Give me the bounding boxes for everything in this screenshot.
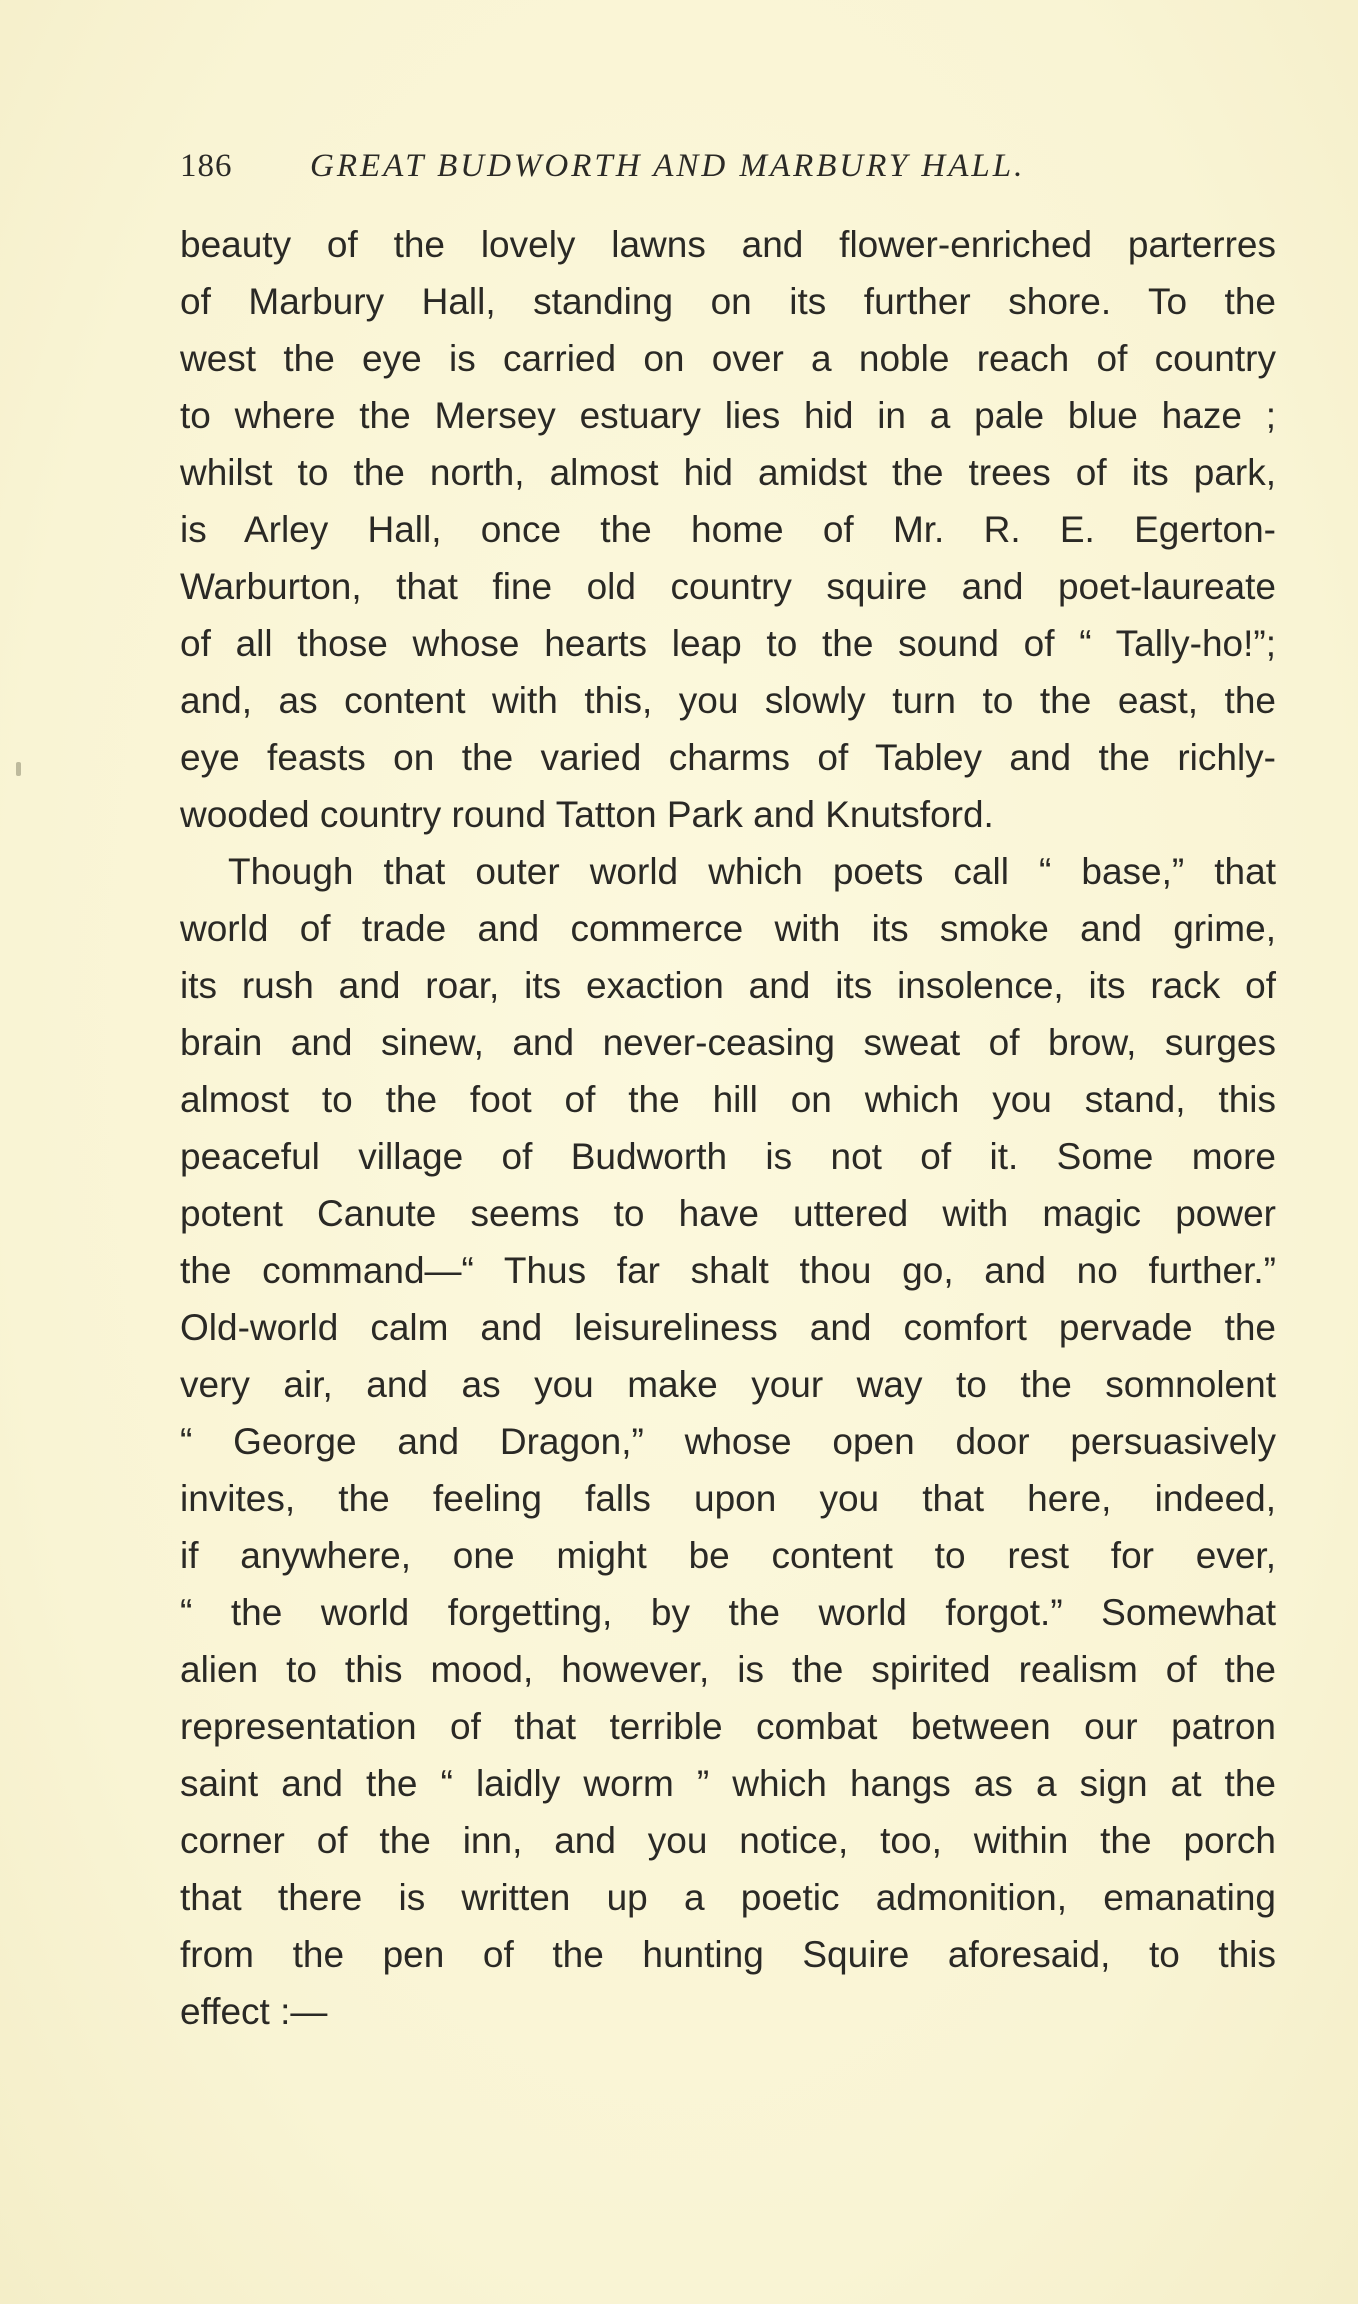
running-head xyxy=(180,148,1280,188)
text-line: beauty of the lovely lawns and flower-enriched parterres xyxy=(180,224,1276,265)
text-line: from the pen of the hunting Squire aforesaid, to this xyxy=(180,1934,1276,1975)
text-line: peaceful village of Budworth is not of it. Some more xyxy=(180,1136,1276,1177)
text-line: of Marbury Hall, standing on its further shore. To the xyxy=(180,281,1276,322)
text-line: brain and sinew, and never-ceasing sweat of brow, surges xyxy=(180,1022,1276,1063)
text-line: the command—“ Thus far shalt thou go, and no further.” xyxy=(180,1250,1276,1291)
margin-speck xyxy=(16,762,21,776)
text-line: saint and the “ laidly worm ” which hangs as a sign at the xyxy=(180,1763,1276,1804)
text-line: to where the Mersey estuary lies hid in a pale blue haze ; xyxy=(180,395,1276,436)
text-line: west the eye is carried on over a noble reach of country xyxy=(180,338,1276,379)
body-text xyxy=(180,216,1276,2040)
text-line: eye feasts on the varied charms of Tabley and the richly- xyxy=(180,737,1276,778)
text-line: almost to the foot of the hill on which you stand, this xyxy=(180,1079,1276,1120)
text-line: very air, and as you make your way to the somnolent xyxy=(180,1364,1276,1405)
text-line: its rush and roar, its exaction and its insolence, its rack of xyxy=(180,965,1276,1006)
text-line: if anywhere, one might be content to rest for ever, xyxy=(180,1535,1276,1576)
text-line: Though that outer world which poets call “ base,” that xyxy=(228,851,1276,892)
text-line: effect :— xyxy=(180,1991,328,2032)
text-line: invites, the feeling falls upon you that here, indeed, xyxy=(180,1478,1276,1519)
page-number: 186 xyxy=(180,148,233,184)
text-line: “ George and Dragon,” whose open door persuasively xyxy=(180,1421,1276,1462)
text-line: is Arley Hall, once the home of Mr. R. E. Egerton- xyxy=(180,509,1276,550)
text-line: Warburton, that fine old country squire and poet-laureate xyxy=(180,566,1276,607)
text-line: “ the world forgetting, by the world forgot.” Somewhat xyxy=(180,1592,1276,1633)
text-line: representation of that terrible combat between our patron xyxy=(180,1706,1276,1747)
text-line: alien to this mood, however, is the spirited realism of the xyxy=(180,1649,1276,1690)
text-line: that there is written up a poetic admonition, emanating xyxy=(180,1877,1276,1918)
text-line: potent Canute seems to have uttered with magic power xyxy=(180,1193,1276,1234)
text-line: Old-world calm and leisureliness and comfort pervade the xyxy=(180,1307,1276,1348)
text-line: and, as content with this, you slowly turn to the east, the xyxy=(180,680,1276,721)
running-title: GREAT BUDWORTH AND MARBURY HALL. xyxy=(310,148,1026,184)
text-line: of all those whose hearts leap to the sound of “ Tally-ho!”; xyxy=(180,623,1276,664)
text-line: wooded country round Tatton Park and Knutsford. xyxy=(180,794,994,835)
text-line: world of trade and commerce with its smoke and grime, xyxy=(180,908,1276,949)
text-line: whilst to the north, almost hid amidst the trees of its park, xyxy=(180,452,1276,493)
text-line: corner of the inn, and you notice, too, within the porch xyxy=(180,1820,1276,1861)
